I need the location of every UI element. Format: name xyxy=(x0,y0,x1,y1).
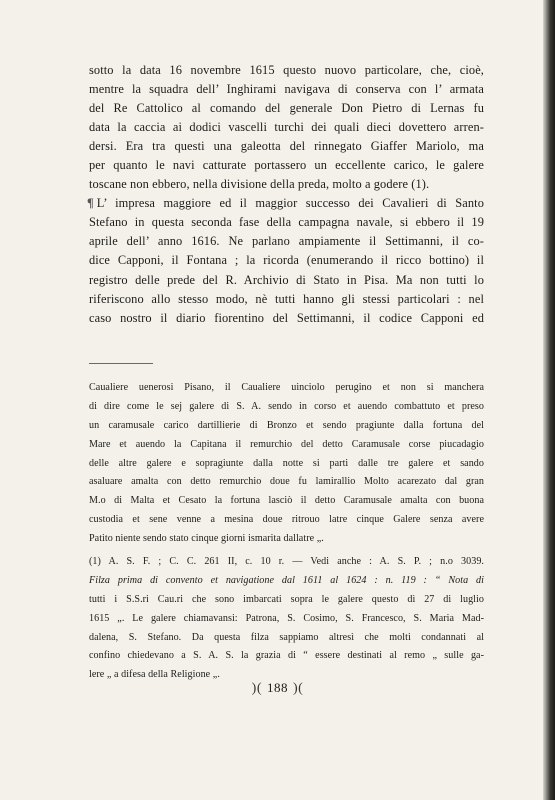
text-line: mentre la squadra dell’ Inghirami navigava di conserva con l’ armata xyxy=(89,82,484,97)
text-line: dersi. Era tra questi una galeotta del rinnegato Giaffer Mariolo, ma xyxy=(89,139,484,154)
text-line: registro delle prede del R. Archivio di Stato in Pisa. Ma non tutti lo xyxy=(89,272,484,287)
main-text xyxy=(89,61,484,328)
ornament-right-icon: )( xyxy=(293,681,304,696)
note-line-italic: Filza prima di convento et navigatione dal 1611 al 1624 : n. 119 : “ Nota di xyxy=(89,574,484,586)
footnote-1-line: 1615 „. Le galere chiamavansi: Patrona, S. Cosimo, S. Francesco, S. Maria Mad- xyxy=(89,612,484,624)
note-line: asaluare amalta con detto remurchio doue fu lamirallio Molto acarezato dal gran xyxy=(89,476,484,488)
text-line-content: L’ impresa maggiore ed il maggior successo dei Cavalieri di Santo xyxy=(96,196,484,211)
note-line: Caualiere uenerosi Pisano, il Caualiere uinciolo perugino et non si manchera xyxy=(89,382,484,393)
note-line: Mare et auendo la Capitana il remurchio del detto Caramusale corse piucadagio xyxy=(89,438,484,450)
footnote-divider xyxy=(89,363,153,364)
page-number-value: 188 xyxy=(267,680,288,695)
note-line: M.o di Malta et Cesato la fortuna lasciò il detto Caramusale amalta con buona xyxy=(89,495,484,507)
footnote-1-line: (1) A. S. F. ; C. C. 261 II, c. 10 r. — Vedi anche : A. S. P. ; n.o 3039. xyxy=(89,556,484,568)
text-line: dice Capponi, il Fontana ; la ricorda (enumerando il ricco bottino) il xyxy=(89,253,484,268)
text-line: per quanto le navi catturate portassero un eccellente carico, le galere xyxy=(89,158,484,173)
footnote-1-line xyxy=(89,572,484,591)
text-line: aprile dell’ anno 1616. Ne parlano ampiamente il Settimanni, il co- xyxy=(89,234,484,249)
note-line: un caramusale carico dartillierie di Bronzo et sendo pragiunte dalla fortuna del xyxy=(89,419,484,431)
footnote-1-line: tutti i S.S.ri Cau.ri che sono imbarcati sopra le galere questo dì 27 di luglio xyxy=(89,593,484,605)
note-line: custodia et sene venne a mesina doue ritrouo latre cinque Galere senza avere xyxy=(89,514,484,526)
text-line: data la caccia ai dodici vascelli turchi dei quali dieci dovettero arren- xyxy=(89,120,484,135)
page-number xyxy=(0,680,555,697)
text-line: toscane non ebbero, nella divisione della preda, molto a godere (1). xyxy=(89,177,430,192)
note-line: di dire come le sej galere di S. A. sendo in corso et auendo combattuto et preso xyxy=(89,400,484,412)
text-line: sotto la data 16 novembre 1615 questo nuovo particolare, che, cioè, xyxy=(89,63,484,77)
footnote-1-line: dalena, S. Stefano. Da questa filza sappiamo altresì che molti condannati al xyxy=(89,631,484,643)
paragraph-mark-icon: ¶ xyxy=(87,196,94,211)
footnotes xyxy=(89,379,484,685)
text-line: del Re Cattolico al comando del generale Don Pietro di Lernas fu xyxy=(89,101,484,116)
text-line: Stefano in questa seconda fase della campagna navale, si ebbero il 19 xyxy=(89,215,484,230)
text-line xyxy=(89,194,484,213)
text-line: riferiscono allo stesso modo, nè tutti hanno gli stessi particolari : nel xyxy=(89,291,484,306)
footnote-1-line: confino chiedevano a S. A. S. la grazia di “ essere destinati al remo „ sulle ga- xyxy=(89,650,484,662)
text-line: caso nostro il diario fiorentino del Settimanni, il codice Capponi ed xyxy=(89,310,484,325)
note-line: delle altre galere e sopragiunte dalla notte si parti dalle tre galere et sando xyxy=(89,457,484,469)
footnote-1-line: lere „ a difesa della Religione „. xyxy=(89,669,220,681)
ornament-left-icon: )( xyxy=(251,681,262,696)
note-line: Patito niente sendo stato cinque giorni ismarita dallatre „. xyxy=(89,533,324,545)
